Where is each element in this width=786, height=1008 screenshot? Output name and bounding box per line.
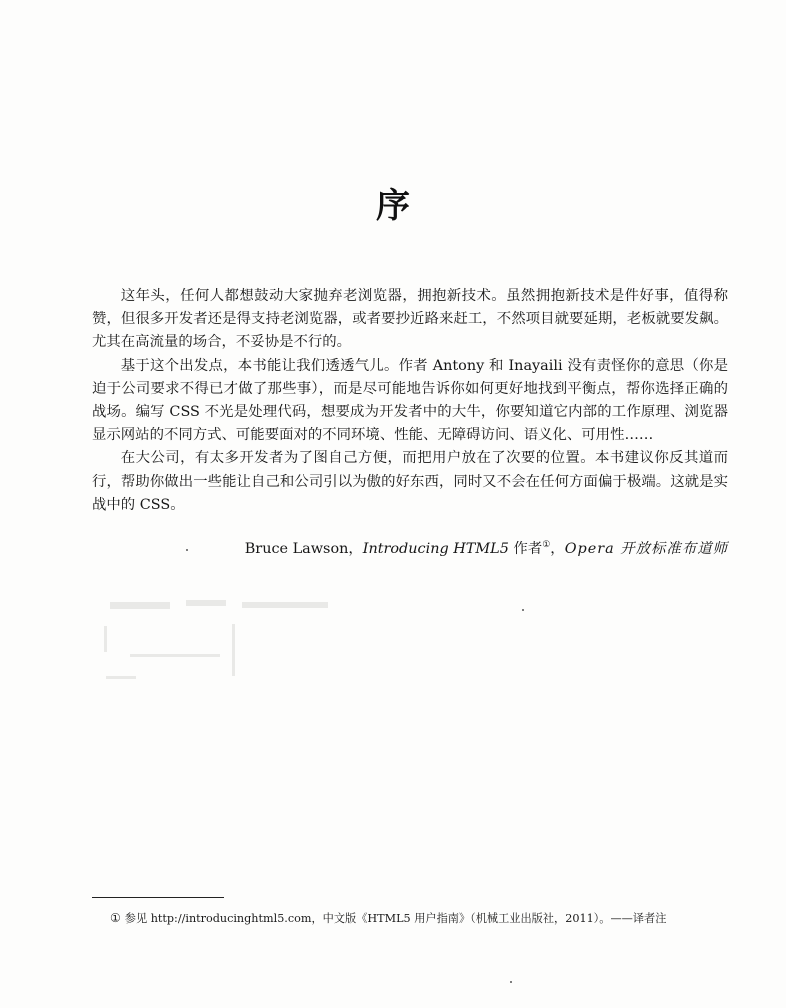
footnote-reference: ① [542,540,551,551]
preface-body [92,285,728,517]
scan-speck [186,549,188,551]
scan-bleed-through [102,596,342,692]
footnote-marker: ① [110,911,121,925]
page-title: 序 [376,186,410,226]
signature-book-title: Introducing HTML5 [362,541,509,557]
footnote-text: 参见 http://introducinghtml5.com，中文版《HTML5 用户指南》（机械工业出版社，2011）。——译者注 [124,912,667,925]
preface-paragraph-3: 在大公司，有太多开发者为了图自己方便，而把用户放在了次要的位置。本书建议你反其道而行，帮助你做出一些能让自己和公司引以为傲的好东西，同时又不会在任何方面偏于极端。这就是实战中的 CSS。 [92,450,728,513]
signature-organization: Opera 开放标准布道师 [564,541,728,557]
signature-line [245,538,728,560]
signature-author: Bruce Lawson， [244,541,363,557]
scan-speck [510,981,512,983]
scan-speck [522,609,524,611]
footnote-divider [92,897,224,898]
footnote [110,909,740,928]
signature-role: 作者 [508,541,543,557]
signature-separator: ， [550,541,565,557]
preface-paragraph-1: 这年头，任何人都想鼓动大家抛弃老浏览器，拥抱新技术。虽然拥抱新技术是件好事，值得称赞，但很多开发者还是得支持老浏览器，或者要抄近路来赶工，不然项目就要延期，老板就要发飙。尤其在高流量的场合，不妥协是不行的。 [92,288,728,351]
preface-paragraph-2: 基于这个出发点，本书能让我们透透气儿。作者 Antony 和 Inayaili 没有责怪你的意思（你是迫于公司要求不得已才做了那些事），而是尽可能地告诉你如何更好地找到平衡点，帮你选择正确的战场。编写 CSS 不光是处理代码，想要成为开发者中的大牛，你要知道它内部的工作原理、浏览器显示网站的不同方式、可能要面对的不同环境、性能、无障碍访问、语义化、可用性…… [92,357,728,444]
